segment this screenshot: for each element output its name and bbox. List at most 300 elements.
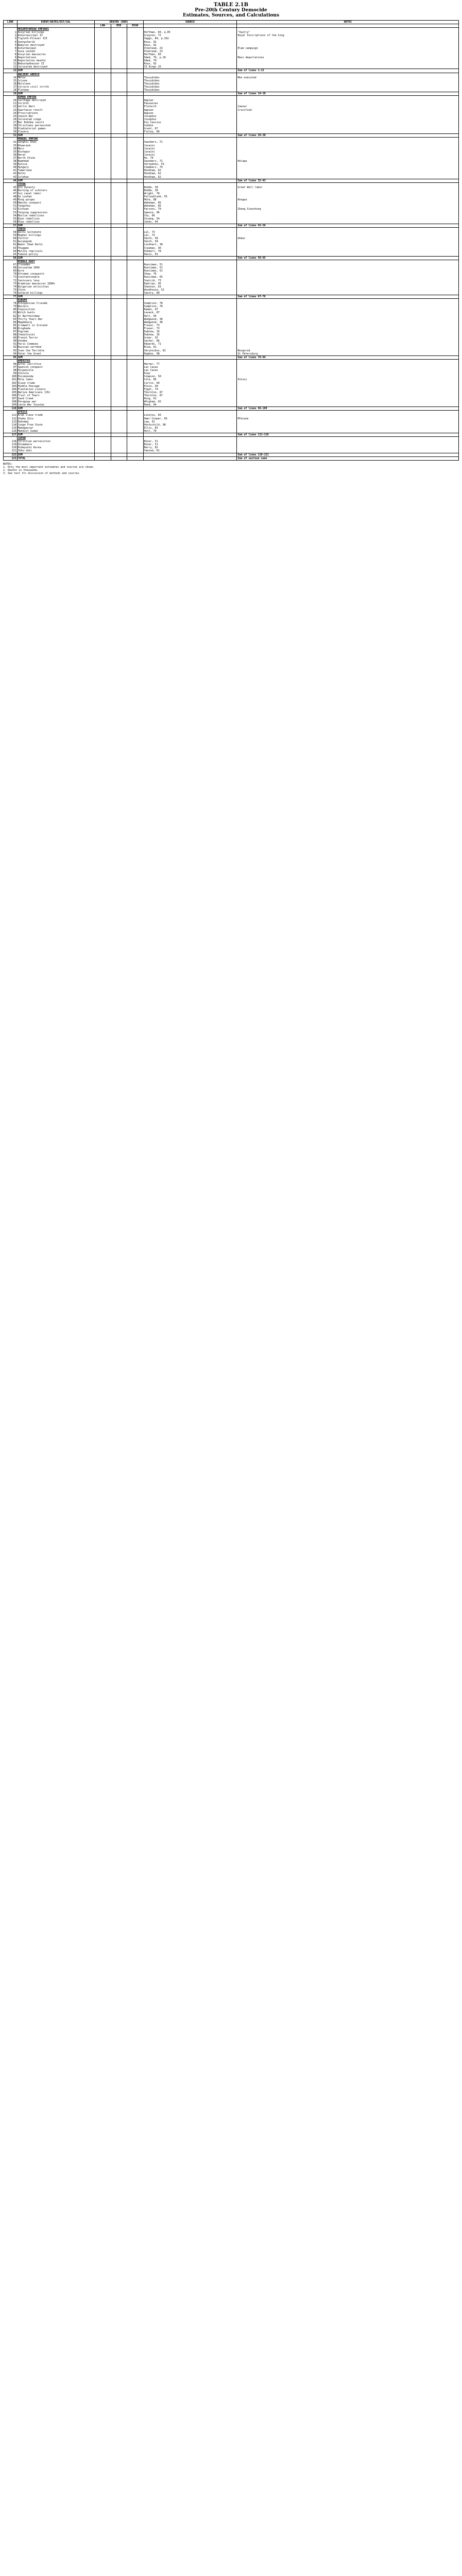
source-cell: Thornton, 87 — [143, 391, 237, 394]
line-number: 118 — [4, 440, 18, 443]
event-cell: Baghdad — [17, 160, 94, 163]
section-header-cell — [237, 96, 459, 99]
table-row — [4, 89, 459, 92]
col-header-deaths-group: DEATHS (000) — [95, 21, 144, 24]
event-cell: Delhi Sultanate — [17, 231, 94, 234]
event-cell: Russian serfdom — [17, 346, 94, 349]
event-cell: SUM — [17, 453, 94, 456]
line-number: 5 — [4, 44, 18, 47]
line-number: 51 — [4, 205, 18, 208]
table-row — [4, 65, 459, 69]
table-row — [4, 403, 459, 407]
line-number: 54 — [4, 214, 18, 217]
source-cell: Oded, 79 — [143, 59, 237, 62]
section-header-cell — [95, 437, 111, 440]
source-cell: Josephus — [143, 115, 237, 118]
high-cell — [127, 403, 144, 407]
source-cell: Sumption, 78 — [143, 305, 237, 308]
event-cell: SUM — [17, 256, 94, 260]
event-cell: Safavid killings — [17, 292, 94, 295]
line-number: 2 — [4, 34, 18, 37]
event-cell: Khwarazm — [17, 144, 94, 147]
section-header-cell — [237, 359, 459, 363]
source-cell: Cole, 85 — [143, 378, 237, 381]
event-cell: Delhi — [17, 172, 94, 175]
line-number: 100 — [4, 375, 18, 378]
note-cell: Sum of lines 111-116 — [237, 433, 459, 437]
source-cell: Smith, 58 — [143, 237, 237, 240]
line-number: 96 — [4, 363, 18, 366]
event-cell: Nian rebellion — [17, 217, 94, 221]
line-number: 64 — [4, 250, 18, 253]
low-cell — [95, 433, 111, 437]
event-cell: Melos — [17, 76, 94, 79]
event-cell: Spanish conquest — [17, 366, 94, 369]
line-number: 72 — [4, 279, 18, 282]
event-cell: Native Americans (US) — [17, 391, 94, 394]
table-row — [4, 295, 459, 298]
event-cell: Bar Kokhba revolt — [17, 121, 94, 124]
line-number: 82 — [4, 315, 18, 318]
table-row — [4, 134, 459, 138]
low-cell — [95, 449, 111, 453]
source-cell: Las Casas — [143, 369, 237, 372]
low-cell — [95, 403, 111, 407]
source-cell: Juvaini — [143, 154, 237, 157]
event-cell: Merv — [17, 147, 94, 150]
source-cell — [143, 256, 237, 260]
event-cell: TOTAL — [17, 456, 94, 460]
event-cell: Aztec sacrifice — [17, 363, 94, 366]
event-cell: Cromwell in Ireland — [17, 324, 94, 327]
table-row — [4, 292, 459, 295]
note-cell: Sum of lines 14-18 — [237, 92, 459, 96]
note-cell: Caesar — [237, 105, 459, 108]
event-cell: Herat — [17, 154, 94, 157]
line-number: 70 — [4, 273, 18, 276]
line-number: 95 — [4, 355, 18, 359]
line-number: 74 — [4, 285, 18, 289]
mid-cell — [111, 92, 127, 96]
col-header-blank-1 — [4, 24, 18, 28]
source-cell: Spence, 96 — [143, 211, 237, 214]
source-cell: Appian — [143, 109, 237, 112]
section-name: ROMAN EMPIRE — [17, 96, 94, 99]
line-number: 20 — [4, 99, 18, 102]
table-row — [4, 176, 459, 179]
low-cell — [95, 65, 111, 69]
table-row — [4, 407, 459, 411]
table-row — [4, 453, 459, 456]
line-number: 78 — [4, 302, 18, 305]
low-cell — [95, 295, 111, 298]
col-header-blank-4 — [237, 24, 459, 28]
high-cell — [127, 92, 144, 96]
source-cell: Greer, 35 — [143, 336, 237, 340]
col-header-event: EVENT/DATES/EST/CAL — [17, 21, 94, 24]
source-cell: Hookham, 62 — [143, 176, 237, 179]
section-header-cell — [4, 96, 18, 99]
line-number: 62 — [4, 243, 18, 246]
source-cell: Shannon, 63 — [143, 285, 237, 289]
section-header-cell — [95, 28, 111, 31]
section-header-cell — [237, 138, 459, 141]
source-cell: Lal, 73 — [143, 231, 237, 234]
line-number: 7 — [4, 50, 18, 53]
section-header-cell — [111, 28, 127, 31]
event-cell: Russia — [17, 163, 94, 166]
line-number: 49 — [4, 198, 18, 201]
source-cell: Boxer, 51 — [143, 440, 237, 443]
header-group-row — [4, 21, 459, 24]
event-cell: Thirty Years War — [17, 318, 94, 321]
line-number: 102 — [4, 382, 18, 385]
event-cell: Vendee — [17, 340, 94, 343]
line-number: 63 — [4, 247, 18, 250]
event-cell: Inquisition — [17, 308, 94, 311]
event-cell: Sand Creek — [17, 397, 94, 400]
note-cell: Great Wall labor — [237, 186, 459, 189]
event-cell: Spartacus revolt — [17, 109, 94, 112]
line-number: 41 — [4, 169, 18, 172]
line-number: 50 — [4, 201, 18, 205]
source-cell: Runciman, 65 — [143, 276, 237, 279]
high-cell — [127, 453, 144, 456]
note-cell — [237, 176, 459, 179]
event-cell: Corcyra civil strife — [17, 86, 94, 89]
section-header-cell — [237, 260, 459, 263]
low-cell — [95, 256, 111, 260]
line-number: 28 — [4, 124, 18, 127]
line-number: 79 — [4, 305, 18, 308]
note-cell: Novgorod — [237, 349, 459, 352]
source-cell: Appian — [143, 112, 237, 115]
table-row — [4, 430, 459, 433]
source-cell: Grayson, 72 — [143, 34, 237, 37]
table-row — [4, 130, 459, 134]
source-cell: Curtin, 69 — [143, 382, 237, 385]
line-number: 91 — [4, 343, 18, 346]
source-cell: Vernadsky, 53 — [143, 163, 237, 166]
section-name: MONGOL EMPIRE — [17, 138, 94, 141]
section-header-cell — [237, 411, 459, 414]
source-cell: Holt, 95 — [143, 315, 237, 318]
line-number: 114 — [4, 423, 18, 427]
event-cell: SUM — [17, 407, 94, 411]
event-cell: An Lushan — [17, 195, 94, 198]
section-header-cell — [111, 96, 127, 99]
mid-cell — [111, 453, 127, 456]
footer-note-2: 2. Deaths in thousands. — [3, 468, 39, 472]
line-number: 97 — [4, 366, 18, 369]
section-header-cell — [111, 260, 127, 263]
high-cell — [127, 130, 144, 134]
section-header-cell — [111, 437, 127, 440]
event-cell: Chittor — [17, 237, 94, 240]
section-header-cell — [237, 228, 459, 231]
line-number: 18 — [4, 89, 18, 92]
source-cell: Juvaini — [143, 150, 237, 154]
source-cell: Hoig, 61 — [143, 397, 237, 400]
high-cell — [127, 292, 144, 295]
event-cell: Taiping suppression — [17, 211, 94, 214]
source-cell: Ho, 70 — [143, 157, 237, 160]
line-number: 38 — [4, 160, 18, 163]
mid-cell — [111, 65, 127, 69]
table-subtitle: Pre-20th Century Democide — [195, 8, 267, 13]
event-cell: French Terror — [17, 336, 94, 340]
event-cell: Hideyoshi Korea — [17, 446, 94, 449]
line-number: 94 — [4, 352, 18, 356]
line-number: 122 — [4, 453, 18, 456]
section-header-cell — [143, 411, 237, 414]
section-name: EUROPE — [17, 299, 94, 302]
event-cell: North China — [17, 157, 94, 160]
line-number: 116 — [4, 430, 18, 433]
event-cell: Gladiatorial games — [17, 127, 94, 130]
line-number: 67 — [4, 263, 18, 266]
note-cell: Sum of lines 118-121 — [237, 453, 459, 456]
event-cell: Nebuchadnezzar II — [17, 62, 94, 65]
event-cell: SUM — [17, 224, 94, 227]
section-header-cell — [4, 411, 18, 414]
line-number: 87 — [4, 330, 18, 333]
event-cell: Bulgarian atrocities — [17, 285, 94, 289]
col-header-mid: MID — [111, 24, 127, 28]
section-header-cell — [95, 228, 111, 231]
note-cell: Sum of lines 78-94 — [237, 355, 459, 359]
event-cell: Dahomey — [17, 420, 94, 423]
section-header-cell — [95, 73, 111, 76]
event-cell: Pogroms — [17, 330, 94, 333]
event-cell: Sennacherib — [17, 41, 94, 44]
line-number: 75 — [4, 289, 18, 292]
low-cell — [95, 179, 111, 182]
section-header-cell — [143, 138, 237, 141]
line-number: 43 — [4, 176, 18, 179]
event-cell: Nadir Shah Delhi — [17, 243, 94, 246]
line-number: 60 — [4, 237, 18, 240]
source-cell: Wakeman, 85 — [143, 205, 237, 208]
mid-cell — [111, 89, 127, 92]
event-cell: Muslim rebellions — [17, 214, 94, 217]
line-number: 104 — [4, 388, 18, 391]
section-header-cell — [4, 359, 18, 363]
section-name: CHINA — [17, 182, 94, 186]
section-header-cell — [143, 28, 237, 31]
line-number: 47 — [4, 192, 18, 195]
source-cell: Hochschild, 98 — [143, 423, 237, 427]
line-number: 123 — [4, 456, 18, 460]
source-cell: Levack, 87 — [143, 311, 237, 314]
section-header-cell — [111, 228, 127, 231]
section-header-cell — [95, 96, 111, 99]
line-number: 92 — [4, 346, 18, 349]
note-cell: St Petersburg — [237, 352, 459, 356]
note-cell — [237, 130, 459, 134]
note-cell: Mfecane — [237, 417, 459, 420]
event-cell: Susa sacked — [17, 50, 94, 53]
section-header-cell — [237, 437, 459, 440]
section-header-cell — [4, 73, 18, 76]
mid-cell — [111, 176, 127, 179]
line-number: 19 — [4, 92, 18, 96]
line-number: 61 — [4, 240, 18, 243]
line-number: 101 — [4, 378, 18, 381]
source-cell: Pulleyblank, 55 — [143, 195, 237, 198]
source-cell: Savory, 80 — [143, 292, 237, 295]
high-cell — [127, 449, 144, 453]
source-cell: Finley, 80 — [143, 130, 237, 134]
line-number: 93 — [4, 349, 18, 352]
line-number: 103 — [4, 385, 18, 388]
event-cell: Mytilene — [17, 82, 94, 86]
event-cell: Genghis Khan — [17, 141, 94, 144]
section-header-row — [4, 299, 459, 302]
section-header-cell — [4, 260, 18, 263]
section-header-cell — [4, 437, 18, 440]
section-header-cell — [143, 182, 237, 186]
high-cell — [127, 221, 144, 224]
table-row — [4, 179, 459, 182]
line-number: 46 — [4, 189, 18, 192]
title-block — [3, 2, 459, 18]
line-number: 107 — [4, 397, 18, 400]
high-cell — [127, 430, 144, 433]
section-header-cell — [4, 299, 18, 302]
section-header-cell — [127, 28, 144, 31]
event-cell: Middle Passage — [17, 385, 94, 388]
section-header-cell — [4, 182, 18, 186]
section-name: AFRICA — [17, 411, 94, 414]
event-cell: SUM — [17, 179, 94, 182]
section-header-cell — [127, 359, 144, 363]
section-header-cell — [143, 73, 237, 76]
note-cell: Elam campaign — [237, 47, 459, 50]
section-header-cell — [111, 359, 127, 363]
source-cell: Wright, 78 — [143, 192, 237, 195]
note-cell: Hulagu — [237, 160, 459, 163]
event-cell: Witch hunts — [17, 311, 94, 314]
event-cell: Plantation slavery — [17, 388, 94, 391]
mid-cell — [111, 256, 127, 260]
source-cell — [143, 433, 237, 437]
section-header-cell — [127, 299, 144, 302]
event-cell: SUM — [17, 355, 94, 359]
mid-cell — [111, 292, 127, 295]
source-cell: Lal, 73 — [143, 234, 237, 237]
header-row — [4, 24, 459, 28]
event-cell: Magdeburg — [17, 321, 94, 324]
section-header-cell — [237, 299, 459, 302]
section-header-row — [4, 359, 459, 363]
high-cell — [127, 65, 144, 69]
line-number: 68 — [4, 266, 18, 269]
table-row — [4, 256, 459, 260]
section-name: JAPAN — [17, 437, 94, 440]
mid-cell — [111, 407, 127, 411]
table-row — [4, 221, 459, 224]
source-cell: Skrynnikov, 81 — [143, 349, 237, 352]
line-number: 6 — [4, 47, 18, 50]
note-cell: Potosi — [237, 378, 459, 381]
event-cell: Caste War Yucatan — [17, 403, 94, 407]
event-cell: Jerusalem siege — [17, 118, 94, 121]
line-number: 99 — [4, 372, 18, 375]
source-cell: Fraser, 73 — [143, 327, 237, 330]
source-cell — [143, 456, 237, 460]
line-number: 40 — [4, 166, 18, 169]
source-cell: Fogel, 74 — [143, 388, 237, 391]
note-cell: Mass deportations — [237, 56, 459, 59]
event-cell: Paraguay war — [17, 400, 94, 403]
event-cell: Proscriptions — [17, 112, 94, 115]
source-cell: Secher, 86 — [143, 340, 237, 343]
line-number: 55 — [4, 217, 18, 221]
source-cell: Chu, 66 — [143, 214, 237, 217]
section-header-cell — [127, 260, 144, 263]
table-row — [4, 224, 459, 227]
section-name: MIDDLE EAST — [17, 260, 94, 263]
col-header-blank-2 — [17, 24, 94, 28]
mid-cell — [111, 295, 127, 298]
line-number: 80 — [4, 308, 18, 311]
note-cell — [237, 89, 459, 92]
source-cell: Smith, 58 — [143, 240, 237, 243]
source-cell: Harner, 77 — [143, 363, 237, 366]
event-cell: Crusades — [17, 263, 94, 266]
note-cell — [237, 221, 459, 224]
source-cell: Boxer, 51 — [143, 443, 237, 446]
source-cell: Appian — [143, 99, 237, 102]
section-name: ANCIENT GREECE — [17, 73, 94, 76]
line-number: 56 — [4, 221, 18, 224]
section-header-cell — [95, 359, 111, 363]
source-cell: Olmstead, 23 — [143, 47, 237, 50]
table-title: TABLE 2.1B — [213, 2, 249, 8]
source-cell: Sleeman, 36 — [143, 247, 237, 250]
line-number: 88 — [4, 333, 18, 336]
note-cell: Crucified — [237, 109, 459, 112]
line-number: 44 — [4, 179, 18, 182]
source-cell: Kamen, 97 — [143, 308, 237, 311]
line-number: 37 — [4, 157, 18, 160]
source-cell: Saggs, 84, p.262 — [143, 37, 237, 40]
event-cell: Encomienda — [17, 375, 94, 378]
line-number: 83 — [4, 318, 18, 321]
high-cell — [127, 176, 144, 179]
source-cell — [143, 407, 237, 411]
source-cell: Chambers, 79 — [143, 166, 237, 169]
source-cell: Dubnow, 16 — [143, 330, 237, 333]
section-header-cell — [237, 73, 459, 76]
line-number: 17 — [4, 86, 18, 89]
section-header-cell — [127, 411, 144, 414]
low-cell — [95, 130, 111, 134]
source-cell — [143, 69, 237, 73]
event-cell: Chios — [17, 289, 94, 292]
section-header-cell — [127, 182, 144, 186]
source-cell: Roux, 92 — [143, 44, 237, 47]
note-cell — [237, 65, 459, 69]
source-cell: Runciman, 51 — [143, 263, 237, 266]
line-number: 59 — [4, 234, 18, 237]
line-number: 106 — [4, 394, 18, 397]
event-cell: Ming purges — [17, 198, 94, 201]
event-cell: Peter the Great — [17, 352, 94, 356]
source-cell: Hoffman, 83, p.85 — [143, 31, 237, 34]
source-cell: Juvaini — [143, 147, 237, 150]
